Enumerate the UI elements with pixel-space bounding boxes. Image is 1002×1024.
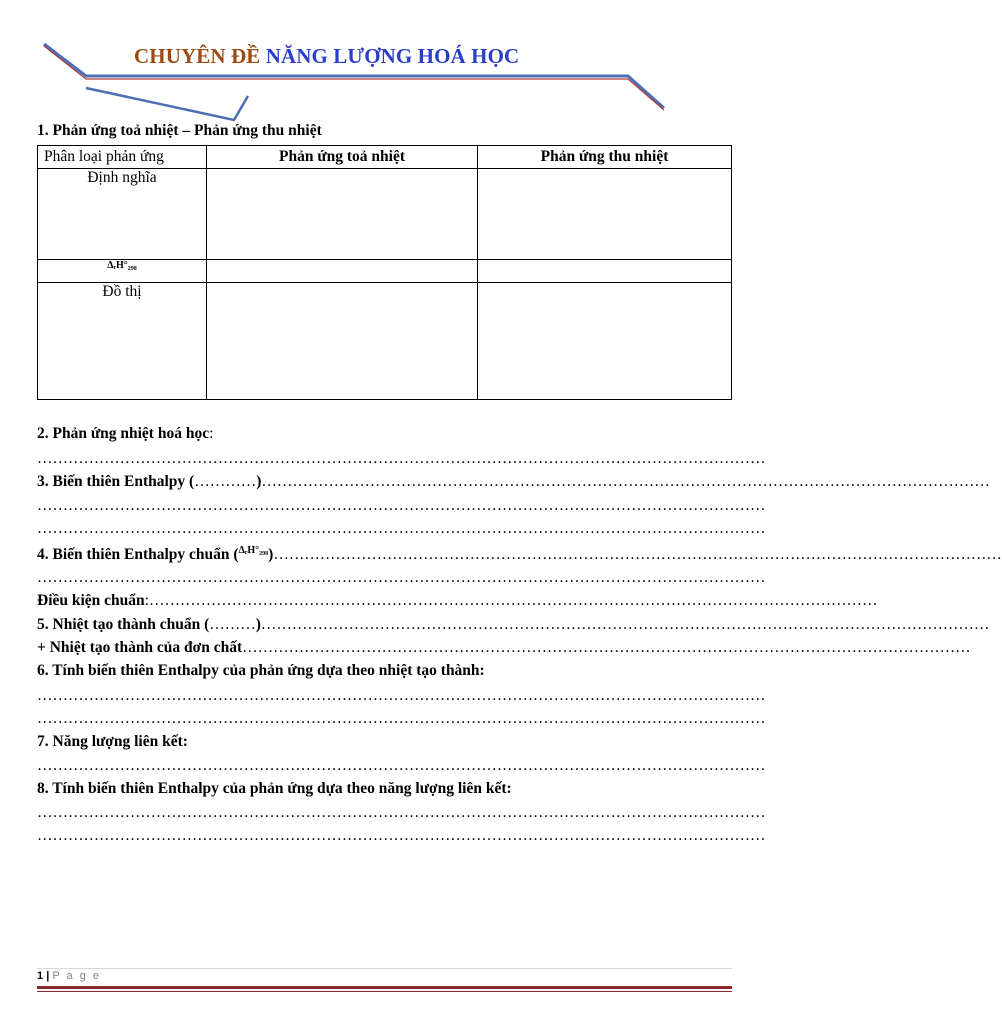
page-number: 1: [37, 970, 44, 982]
section5-note: + Nhiệt tạo thành của đơn chất……………………………………………………………………………………………………………………………: [37, 639, 971, 656]
section5-heading: 5. Nhiệt tạo thành chuẩn (………)……………………………………………………………………………………………………………………………: [37, 616, 990, 633]
table-cell-empty[interactable]: [207, 169, 478, 260]
section8-heading: 8. Tính biến thiên Enthalpy của phản ứng dựa theo năng lượng liên kết:: [37, 780, 512, 797]
table-cell-empty[interactable]: [207, 283, 478, 400]
page-label: P a g e: [52, 970, 101, 982]
section2-heading: 2. Phản ứng nhiệt hoá học:: [37, 425, 214, 442]
section1-heading: 1. Phản ứng toả nhiệt – Phản ứng thu nhiệt: [37, 122, 322, 139]
table-cell-empty[interactable]: [478, 283, 732, 400]
table-cell-empty[interactable]: [207, 260, 478, 283]
table-header-classification: Phân loại phản ứng: [38, 146, 207, 169]
row-label-graph: Đồ thị: [38, 283, 207, 400]
enthalpy-symbol: ΔᵣH°₂₉₈: [238, 545, 269, 556]
section4-heading: 4. Biến thiên Enthalpy chuẩn ($^{\Delta ᵣH^\circ_{298}}$)……………………………………………………………………………………………………………………………: [37, 545, 1002, 564]
answer-line[interactable]: ……………………………………………………………………………………………………………………………: [37, 757, 766, 774]
document-title: [134, 44, 519, 69]
standard-conditions: Điều kiện chuẩn:……………………………………………………………………………………………………………………………: [37, 592, 878, 609]
answer-line[interactable]: ……………………………………………………………………………………………………………………………: [37, 710, 766, 727]
title-part2: NĂNG LƯỢNG HOÁ HỌC: [265, 44, 520, 68]
table-row: [38, 283, 732, 400]
title-banner: [0, 0, 768, 120]
answer-line[interactable]: ……………………………………………………………………………………………………………………………: [37, 497, 766, 514]
footer-separator: |: [46, 970, 50, 982]
table-row: [38, 260, 732, 283]
section3-heading: 3. Biến thiên Enthalpy (…………)……………………………………………………………………………………………………………………………: [37, 473, 990, 490]
footer-rule-thin: [37, 991, 732, 992]
page-footer: [37, 970, 101, 982]
answer-line[interactable]: ……………………………………………………………………………………………………………………………: [37, 569, 766, 586]
table-row: [38, 169, 732, 260]
table-cell-empty[interactable]: [478, 260, 732, 283]
section7-heading: 7. Năng lượng liên kết:: [37, 733, 188, 750]
answer-line[interactable]: ……………………………………………………………………………………………………………………………: [37, 687, 766, 704]
footer-divider: [37, 968, 732, 969]
table-cell-empty[interactable]: [478, 169, 732, 260]
table-header-exothermic: Phản ứng toả nhiệt: [207, 146, 478, 169]
table-header-endothermic: Phản ứng thu nhiệt: [478, 146, 732, 169]
answer-line[interactable]: ……………………………………………………………………………………………………………………………: [37, 804, 766, 821]
answer-line[interactable]: ……………………………………………………………………………………………………………………………: [37, 450, 766, 467]
section6-heading: 6. Tính biến thiên Enthalpy của phản ứng dựa theo nhiệt tạo thành:: [37, 662, 485, 679]
reaction-table: [37, 145, 732, 400]
title-part1: CHUYÊN ĐỀ: [134, 44, 261, 68]
row-label-enthalpy-symbol: ΔᵣH°₂₉₈: [38, 260, 207, 283]
row-label-definition: Định nghĩa: [38, 169, 207, 260]
answer-line[interactable]: ……………………………………………………………………………………………………………………………: [37, 520, 766, 537]
answer-line[interactable]: ……………………………………………………………………………………………………………………………: [37, 827, 766, 844]
footer-rule: [37, 986, 732, 989]
